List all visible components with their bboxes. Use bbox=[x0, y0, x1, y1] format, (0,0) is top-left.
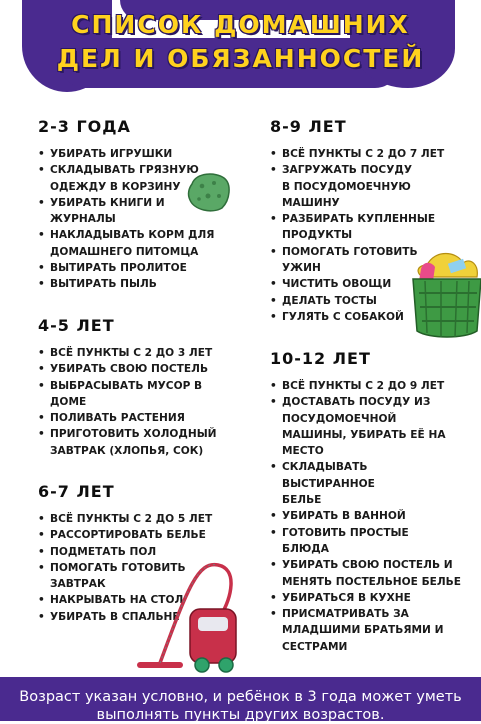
list-item: • ВСЁ ПУНКТЫ С 2 ДО 3 ЛЕТ bbox=[38, 345, 238, 361]
list-item: • ЗАГРУЖАТЬ ПОСУДУ В ПОСУДОМОЕЧНУЮ МАШИНУ bbox=[270, 162, 422, 211]
chore-list bbox=[270, 378, 461, 655]
list-item: • ГУЛЯТЬ С СОБАКОЙ bbox=[270, 309, 450, 325]
list-item: • ВСЁ ПУНКТЫ С 2 ДО 9 ЛЕТ bbox=[270, 378, 455, 394]
chore-list bbox=[38, 345, 238, 459]
list-item: • НАКЛАДЫВАТЬ КОРМ ДЛЯ ДОМАШНЕГО ПИТОМЦА bbox=[38, 227, 230, 260]
list-item: • ЧИСТИТЬ ОВОЩИ bbox=[270, 276, 450, 292]
list-item: • ПОМОГАТЬ ГОТОВИТЬ ЗАВТРАК bbox=[38, 560, 200, 593]
section-age-10-12 bbox=[270, 349, 461, 655]
footer-note bbox=[0, 677, 481, 721]
list-item: • ПРИСМАТРИВАТЬ ЗА МЛАДШИМИ БРАТЬЯМИ И СЕСТРАМИ bbox=[270, 606, 462, 655]
list-item: • УБИРАТЬ СВОЮ ПОСТЕЛЬ bbox=[38, 361, 238, 377]
list-item: • СКЛАДЫВАТЬ ВЫСТИРАННОЕ БЕЛЬЕ bbox=[270, 459, 412, 508]
list-item: • ВСЁ ПУНКТЫ С 2 ДО 7 ЛЕТ bbox=[270, 146, 450, 162]
list-item: • ПРИГОТОВИТЬ ХОЛОДНЫЙ ЗАВТРАК (ХЛОПЬЯ, СОК) bbox=[38, 426, 240, 459]
list-item: • УБИРАТЬ СВОЮ ПОСТЕЛЬ И МЕНЯТЬ ПОСТЕЛЬНОЕ БЕЛЬЕ bbox=[270, 557, 462, 590]
list-item: • ГОТОВИТЬ ПРОСТЫЕ БЛЮДА bbox=[270, 525, 412, 558]
section-heading: 10-12 ЛЕТ bbox=[270, 349, 371, 368]
list-item: • СКЛАДЫВАТЬ ГРЯЗНУЮ ОДЕЖДУ В КОРЗИНУ bbox=[38, 162, 210, 195]
list-item: • ВСЁ ПУНКТЫ С 2 ДО 5 ЛЕТ bbox=[38, 511, 238, 527]
list-item: • УБИРАТЬ КНИГИ И ЖУРНАЛЫ bbox=[38, 195, 190, 228]
list-item: • ВЫТИРАТЬ ПЫЛЬ bbox=[38, 276, 228, 292]
list-item: • УБИРАТЬ В ВАННОЙ bbox=[270, 508, 455, 524]
section-age-4-5 bbox=[38, 316, 238, 459]
list-item: • УБИРАТЬСЯ В КУХНЕ bbox=[270, 590, 455, 606]
page-title bbox=[0, 0, 481, 95]
list-item: • ПОДМЕТАТЬ ПОЛ bbox=[38, 544, 238, 560]
list-item: • ДОСТАВАТЬ ПОСУДУ ИЗ ПОСУДОМОЕЧНОЙ МАШИНЫ, УБИРАТЬ ЕЁ НА МЕСТО bbox=[270, 394, 457, 459]
chore-list bbox=[38, 146, 228, 293]
list-item: • ВЫБРАСЫВАТЬ МУСОР В ДОМЕ bbox=[38, 378, 220, 411]
list-item: • ДЕЛАТЬ ТОСТЫ bbox=[270, 293, 450, 309]
list-item: • РАЗБИРАТЬ КУПЛЕННЫЕ ПРОДУКТЫ bbox=[270, 211, 447, 244]
list-item: • ВЫТИРАТЬ ПРОЛИТОЕ bbox=[38, 260, 228, 276]
list-item: • ПОМОГАТЬ ГОТОВИТЬ УЖИН bbox=[270, 244, 422, 277]
footer-text: Возраст указан условно, и ребёнок в 3 года может уметь выполнять пункты других возрастов. bbox=[19, 689, 462, 723]
list-item: • ПОЛИВАТЬ РАСТЕНИЯ bbox=[38, 410, 238, 426]
section-heading: 4-5 ЛЕТ bbox=[38, 316, 115, 335]
list-item: • РАССОРТИРОВАТЬ БЕЛЬЕ bbox=[38, 527, 238, 543]
sponge-icon bbox=[186, 170, 232, 214]
section-heading: 2-3 ГОДА bbox=[38, 117, 131, 136]
list-item: • УБИРАТЬ ИГРУШКИ bbox=[38, 146, 228, 162]
section-heading: 8-9 ЛЕТ bbox=[270, 117, 347, 136]
title-line-2: ДЕЛ И ОБЯЗАННОСТЕЙ bbox=[56, 44, 425, 73]
section-heading: 6-7 ЛЕТ bbox=[38, 482, 115, 501]
title-line-1: СПИСОК ДОМАШНИХ bbox=[71, 10, 410, 39]
vacuum-cleaner-icon bbox=[128, 557, 248, 677]
laundry-basket-icon bbox=[405, 247, 481, 343]
list-item: • УБИРАТЬ В СПАЛЬНЕ bbox=[38, 609, 238, 625]
list-item: • НАКРЫВАТЬ НА СТОЛ bbox=[38, 592, 238, 608]
